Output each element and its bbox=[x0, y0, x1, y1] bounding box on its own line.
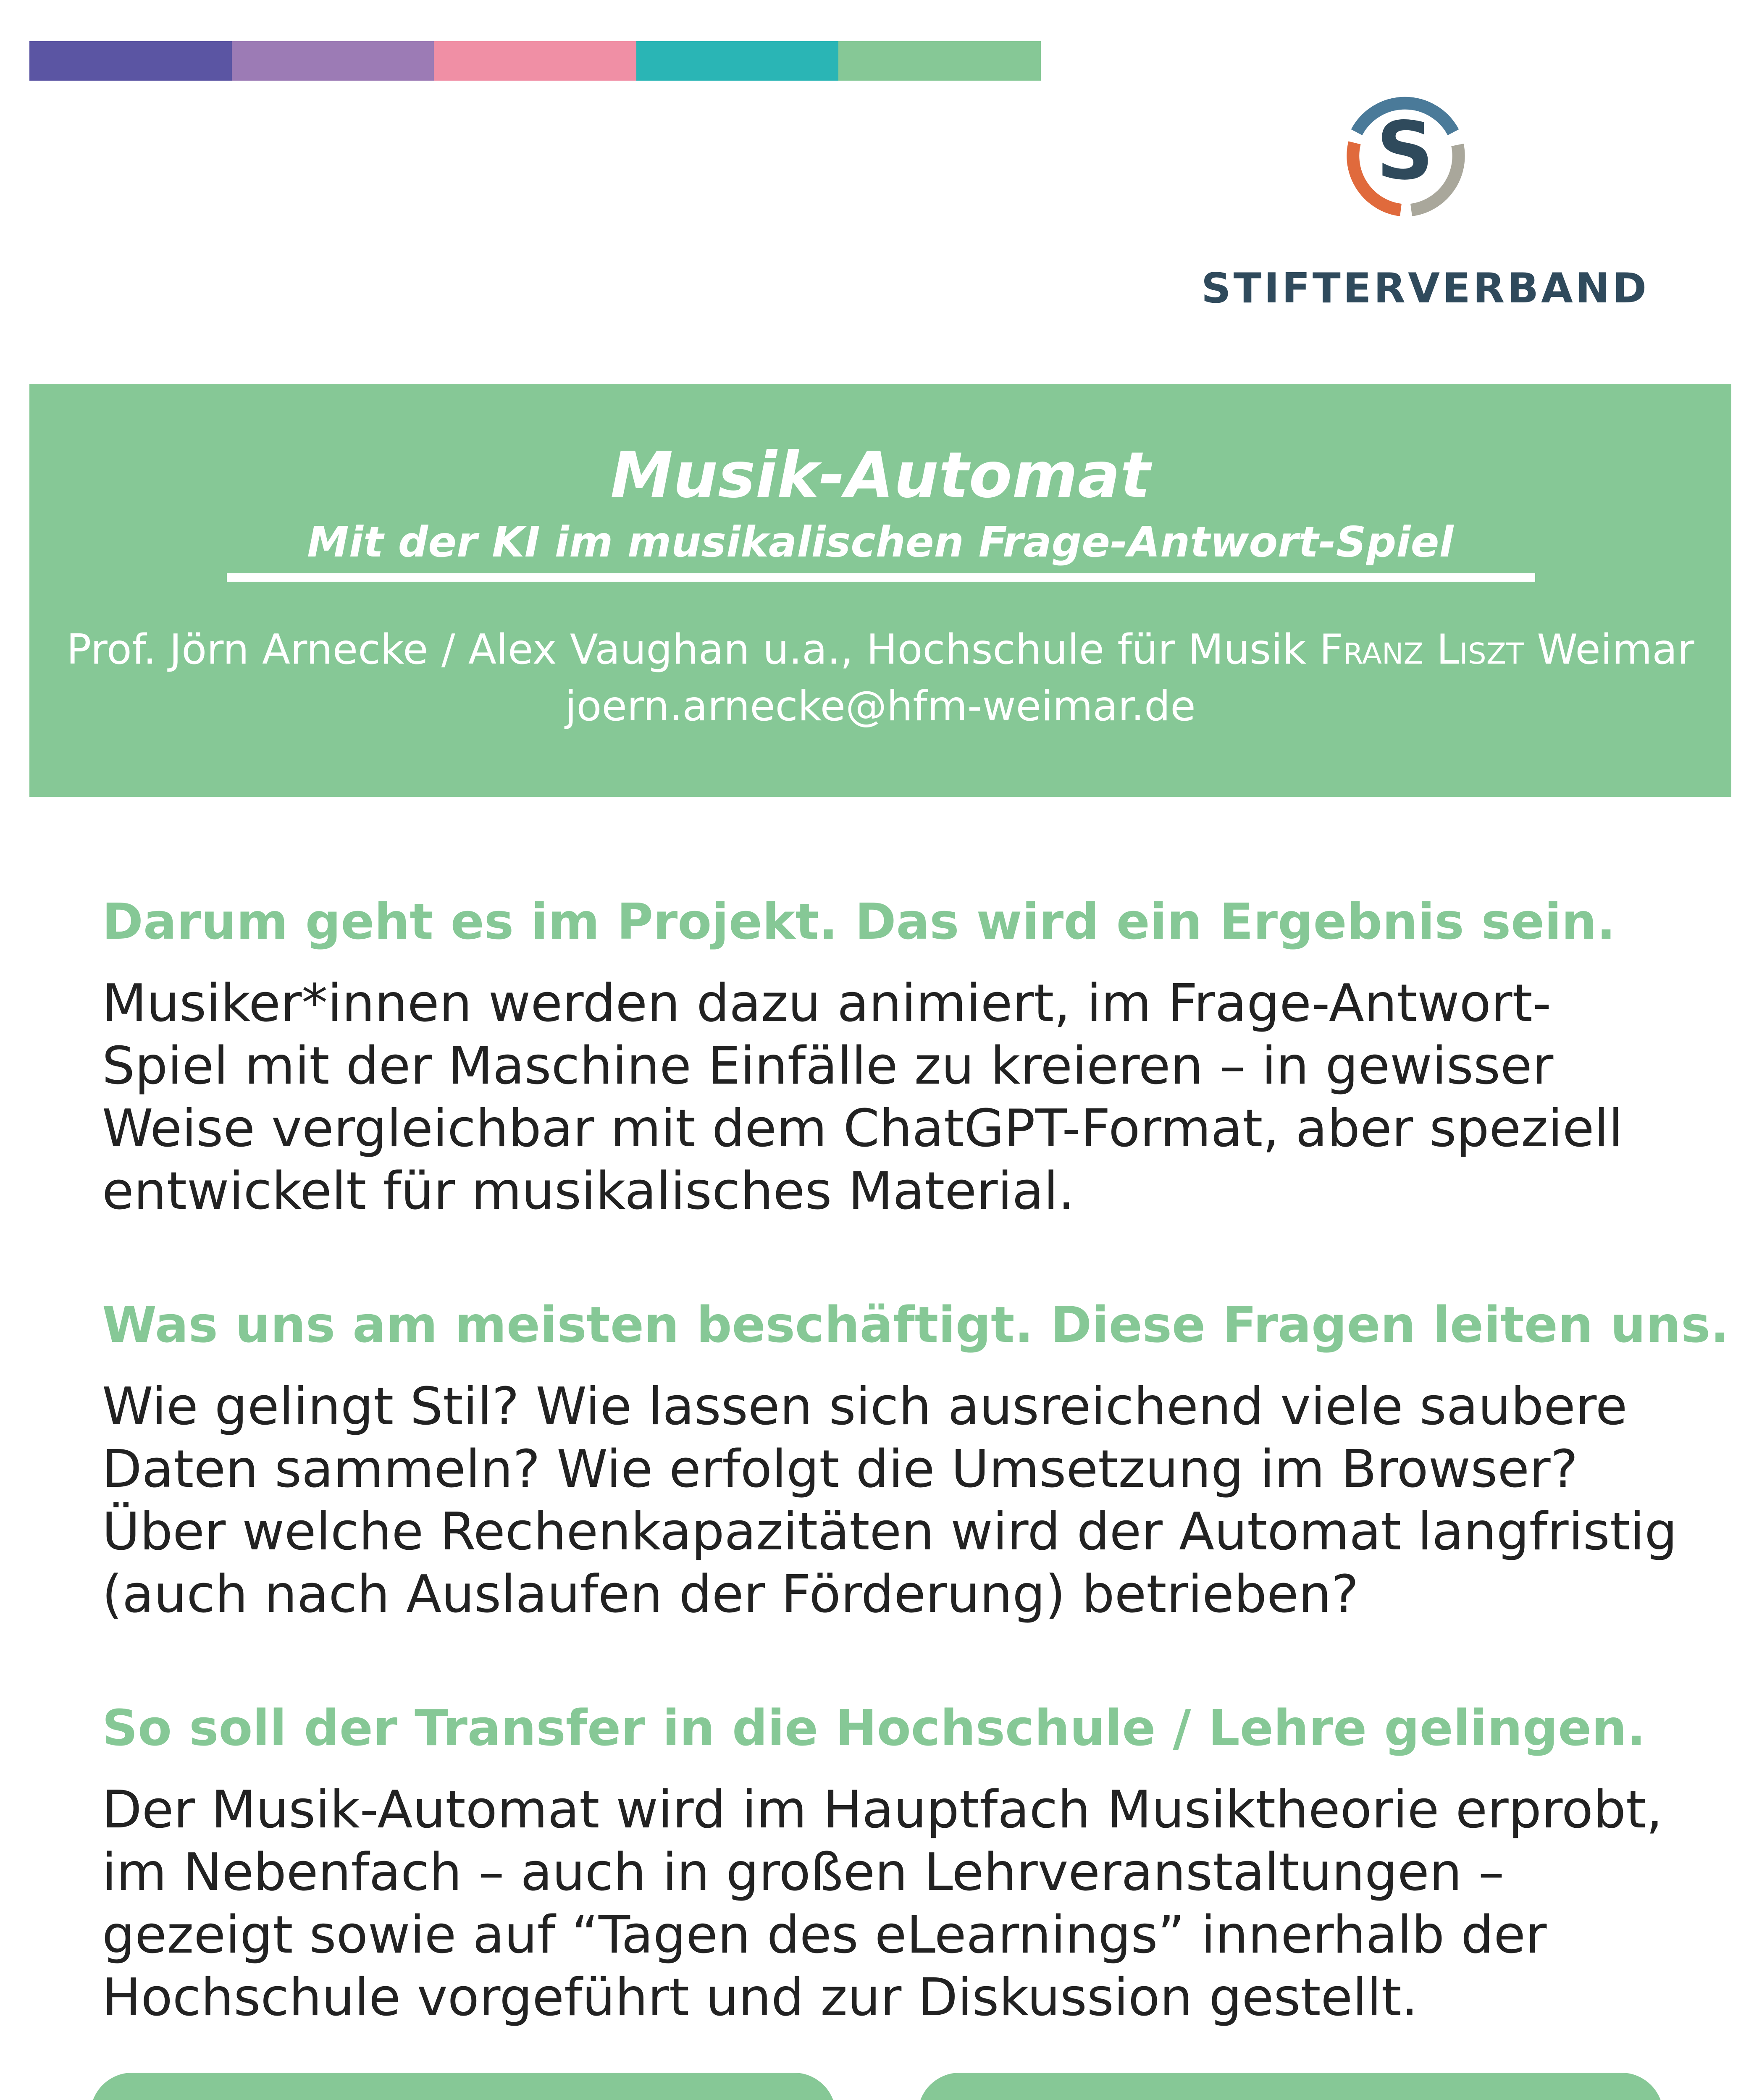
strip-segment-green bbox=[838, 41, 1041, 81]
section-body-project: Musiker*innen werden dazu animiert, im Frage-Antwort- Spiel mit der Maschine Einfälle zu kreieren – in gewisser Weise vergleichbar mit dem ChatGPT-Format, aber speziell entwickelt für musikalisches Material. bbox=[102, 974, 1623, 1221]
section-heading-transfer: So soll der Transfer in die Hochschule / Lehre gelingen. bbox=[102, 1699, 1646, 1757]
page-title: Musik-Automat bbox=[610, 439, 1150, 512]
section-heading-questions: Was uns am meisten beschäftigt. Diese Fragen leiten uns. bbox=[102, 1296, 1730, 1354]
authors-line bbox=[0, 626, 1754, 674]
logo-letter: S bbox=[1376, 105, 1434, 197]
hfm-logo-panel bbox=[90, 2073, 836, 2100]
strip-segment-lilac bbox=[232, 41, 434, 81]
strip-segment-pink bbox=[434, 41, 636, 81]
color-strip bbox=[29, 41, 1041, 81]
section-body-questions: Wie gelingt Stil? Wie lassen sich ausreichend viele saubere Daten sammeln? Wie erfolgt die Umsetzung im Browser? Über welche Rechenkapazitäten wird der Automat langfristig (auch nach Auslaufen der Förderung) betrieben? bbox=[102, 1377, 1678, 1625]
photo-panel bbox=[918, 2073, 1663, 2100]
stifterverband-wordmark: STIFTERVERBAND bbox=[1201, 265, 1649, 312]
strip-segment-teal bbox=[636, 41, 839, 81]
section-heading-project: Darum geht es im Projekt. Das wird ein Ergebnis sein. bbox=[102, 892, 1616, 950]
section-body-transfer: Der Musik-Automat wird im Hauptfach Musiktheorie erprobt, im Nebenfach – auch in großen Lehrveranstaltungen – gezeigt sowie auf “Tagen des eLearnings” innerhalb der Hochschule vorgeführt und zur Diskussion gestellt. bbox=[102, 1780, 1663, 2028]
subtitle-underline bbox=[227, 573, 1535, 582]
strip-segment-purple bbox=[29, 41, 232, 81]
page-subtitle: Mit der KI im musikalischen Frage-Antwort-Spiel bbox=[307, 517, 1454, 567]
contact-email-link[interactable]: joern.arnecke@hfm-weimar.de bbox=[565, 682, 1196, 730]
authors-text-b: Weimar bbox=[1524, 626, 1694, 674]
stifterverband-logo-icon bbox=[1331, 82, 1478, 229]
authors-text-a: Prof. Jörn Arnecke / Alex Vaughan u.a., Hochschule für Musik bbox=[66, 626, 1320, 674]
authors-text-smallcaps: Franz Liszt bbox=[1319, 626, 1524, 674]
